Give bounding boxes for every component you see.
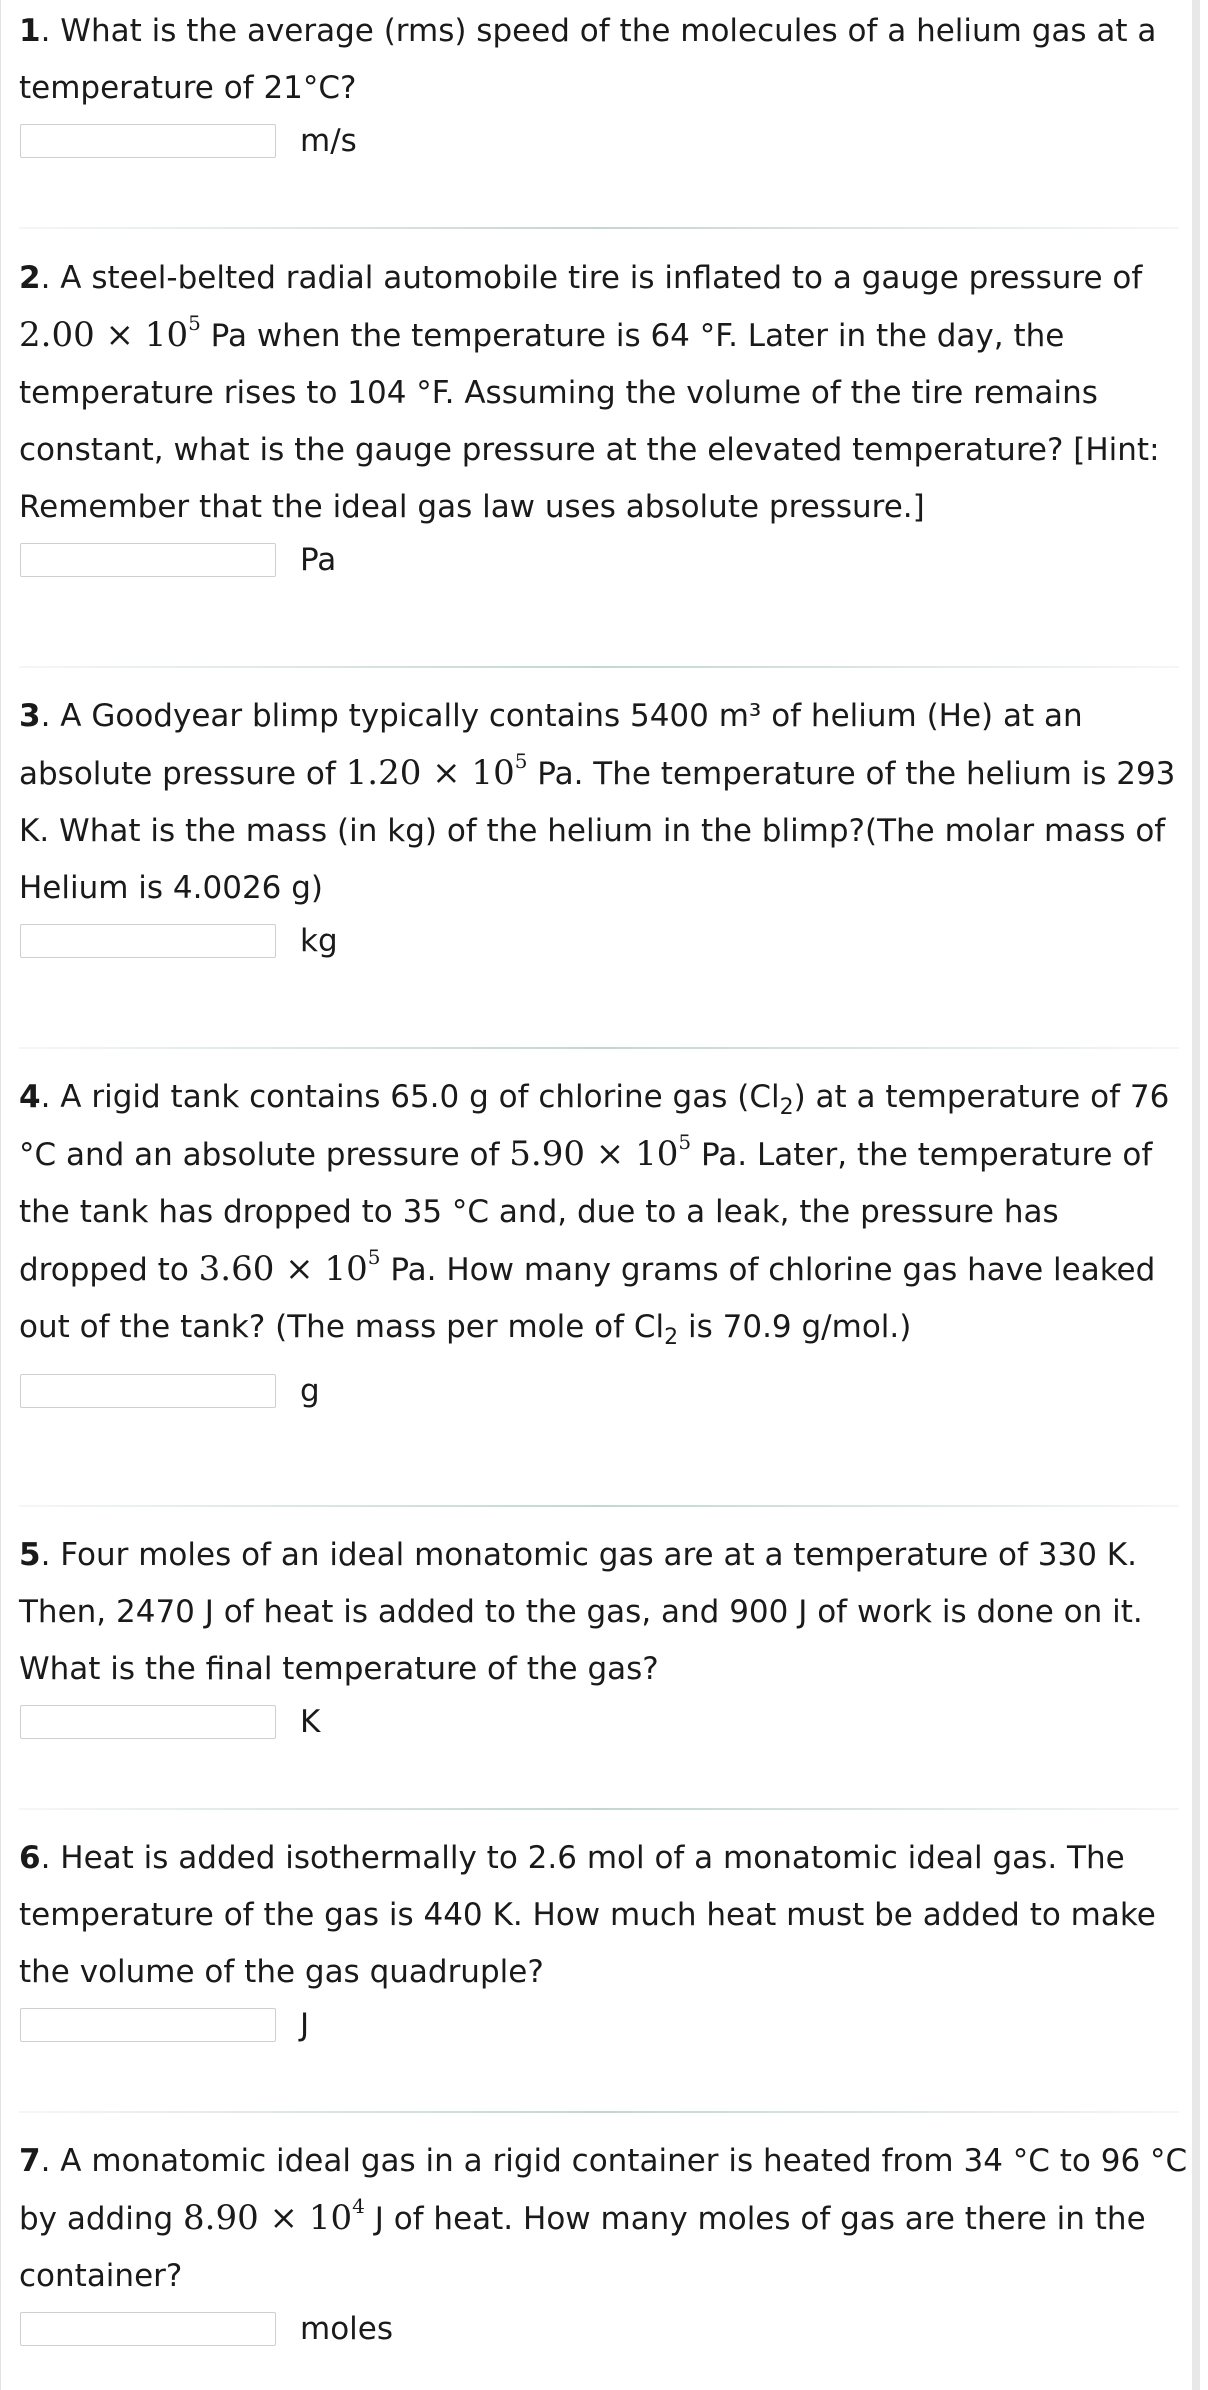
question-number: 1 — [19, 13, 41, 49]
question-divider — [19, 1047, 1179, 1049]
answer-input-4[interactable] — [20, 1374, 276, 1408]
answer-row-3 — [19, 917, 1193, 965]
unit-label-2: Pa — [300, 541, 337, 578]
question-divider — [19, 1505, 1179, 1507]
question-divider — [19, 227, 1179, 229]
question-5 — [19, 1527, 1193, 1746]
math-expression: $1.20 \times 10^5$ — [345, 749, 528, 793]
answer-input-3[interactable] — [20, 924, 276, 958]
answer-row-2 — [19, 536, 1193, 584]
answer-row-4 — [19, 1356, 1193, 1426]
unit-label-6: J — [300, 2006, 310, 2043]
question-number: 6 — [19, 1840, 41, 1876]
unit-label-7: moles — [300, 2310, 393, 2347]
question-number: 3 — [19, 698, 41, 734]
question-7 — [19, 2133, 1193, 2353]
unit-label-1: m/s — [300, 122, 357, 159]
question-divider — [19, 1808, 1179, 1810]
question-1-body: What is the average (rms) speed of the molecules of a helium gas at a temperature of 21°C? — [19, 13, 1157, 106]
question-4-text: 4. A rigid tank contains 65.0 g of chlorine gas $(Cl_2)$ at a temperature of 76 °C and an absolute pressure of $5.90 \times 10^5$ Pa. Later, the temperature of the tank has dropped to 35 °C and, due to a leak, the pressure has dropped to $3.60 \times 10^5$ Pa. How many grams of chlorine gas have leaked out of the tank? (The mass per mole of $Cl_2$ is 70.9 g/mol.) — [19, 1079, 1170, 1350]
question-number: 4 — [19, 1079, 41, 1115]
answer-row-6 — [19, 2001, 1193, 2049]
question-3-text: 3. A Goodyear blimp typically contains 5400 m³ of helium (He) at an absolute pressure of $1.20 \times 10^5$ Pa. The temperature of the helium is 293 K. What is the mass (in kg) of the helium in the blimp?(The molar mass of Helium is 4.0026 g) — [19, 698, 1176, 906]
question-1 — [19, 3, 1193, 165]
math-expression: $3.60 \times 10^5$ — [198, 1245, 381, 1289]
question-4 — [19, 1069, 1193, 1426]
unit-label-3: kg — [300, 922, 338, 959]
answer-input-2[interactable] — [20, 543, 276, 577]
question-3 — [19, 688, 1193, 965]
math-expression: $2.00 \times 10^5$ — [19, 311, 201, 355]
question-divider — [19, 666, 1179, 668]
question-7-text: 7. A monatomic ideal gas in a rigid container is heated from 34 °C to 96 °C by adding $8.90 \times 10^4$ J of heat. How many moles of gas are there in the container? — [19, 2143, 1188, 2294]
question-number: 7 — [19, 2143, 41, 2179]
question-1-text: 1. What is the average (rms) speed of the molecules of a helium gas at a temperature of 21°C? — [19, 13, 1157, 106]
answer-row-5 — [19, 1698, 1193, 1746]
math-expression: $5.90 \times 10^5$ — [509, 1130, 692, 1174]
question-number: 2 — [19, 260, 41, 296]
question-2 — [19, 250, 1193, 584]
question-2-text: 2. A steel-belted radial automobile tire is inflated to a gauge pressure of $2.00 \times 10^5$ Pa when the temperature is 64 °F. Later in the day, the temperature rises to 104 °F. Assuming the volume of the tire remains constant, what is the gauge pressure at the elevated temperature? [Hint: Remember that the ideal gas law uses absolute pressure.] — [19, 260, 1160, 525]
answer-input-7[interactable] — [20, 2312, 276, 2346]
answer-row-1 — [19, 117, 1193, 165]
answer-input-6[interactable] — [20, 2008, 276, 2042]
answer-row-7 — [19, 2305, 1193, 2353]
answer-input-1[interactable] — [20, 124, 276, 158]
unit-label-4: g — [300, 1372, 320, 1409]
answer-input-5[interactable] — [20, 1705, 276, 1739]
question-5-text: 5. Four moles of an ideal monatomic gas are at a temperature of 330 K. Then, 2470 J of heat is added to the gas, and 900 J of work is done on it. What is the final temperature of the gas? — [19, 1537, 1143, 1687]
question-6-text: 6. Heat is added isothermally to 2.6 mol of a monatomic ideal gas. The temperature of the gas is 440 K. How much heat must be added to make the volume of the gas quadruple? — [19, 1840, 1156, 1990]
math-expression: $8.90 \times 10^4$ — [183, 2194, 365, 2238]
question-6 — [19, 1830, 1193, 2049]
unit-label-5: K — [300, 1703, 321, 1740]
question-divider — [19, 2111, 1179, 2113]
question-number: 5 — [19, 1537, 41, 1573]
